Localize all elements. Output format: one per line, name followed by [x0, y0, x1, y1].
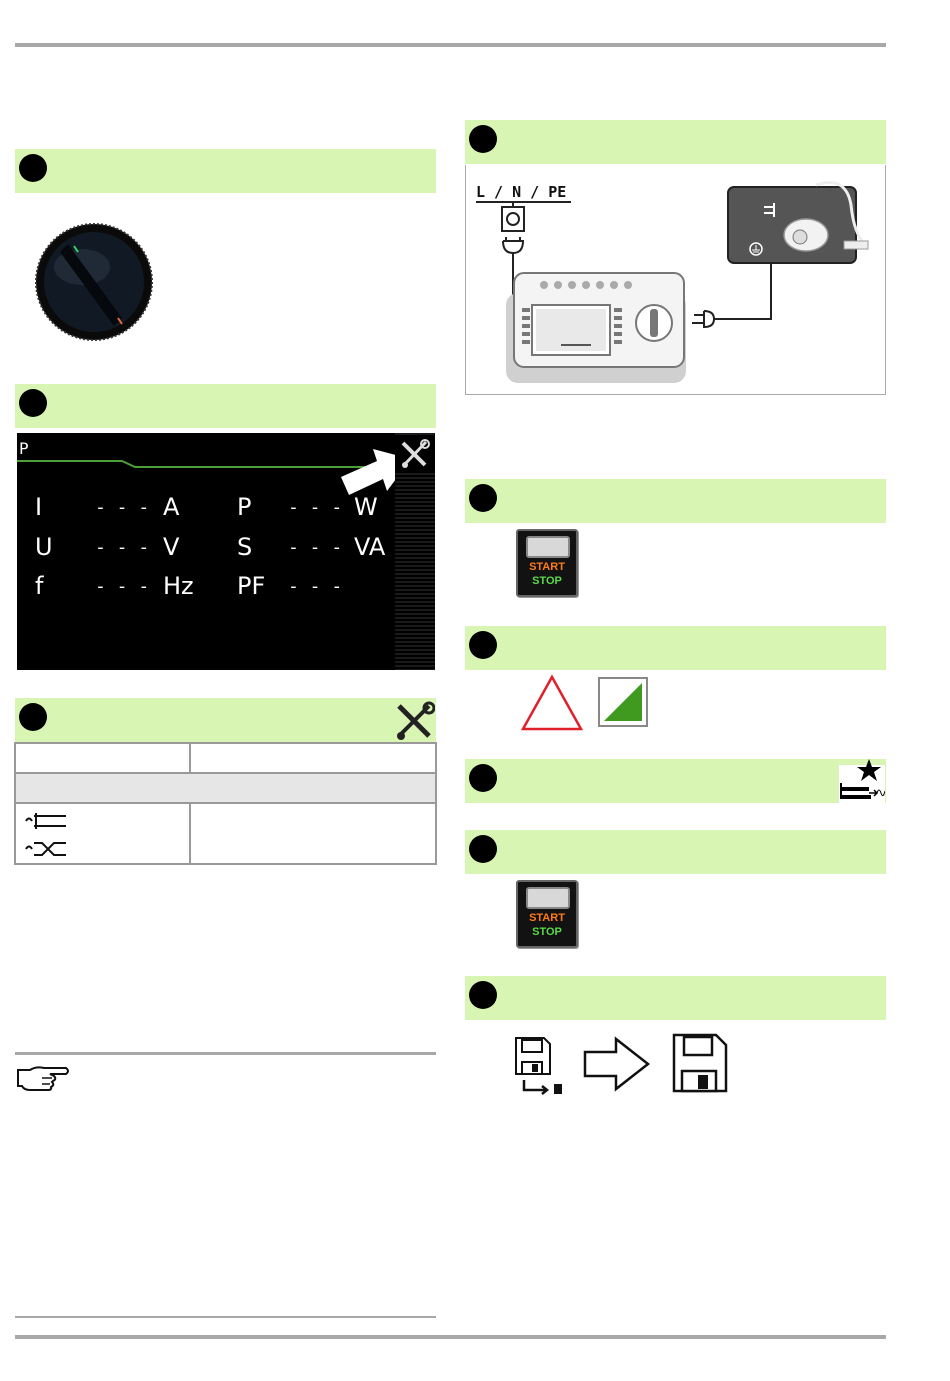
quantity-symbol: PF [237, 572, 266, 600]
quantity-symbol: S [237, 533, 253, 561]
measured-value: - - - [288, 576, 343, 597]
unit-label: VA [354, 533, 386, 561]
unit-label: A [163, 493, 180, 521]
green-wedge-icon [600, 679, 646, 725]
save-to-memory-icon[interactable] [514, 1036, 566, 1096]
quantity-symbol: f [35, 572, 44, 600]
arrow-right-icon [582, 1036, 652, 1092]
measured-value: - - - [288, 537, 343, 558]
step-header-store [465, 976, 886, 1020]
step-header-setup [15, 698, 436, 742]
quantity-symbol: P [237, 493, 252, 521]
step-marker [19, 154, 47, 182]
parameter-table [14, 742, 437, 865]
top-rule [15, 43, 886, 47]
start-stop-button[interactable] [516, 880, 578, 948]
stop-label: STOP [532, 926, 562, 938]
table-body-divider [189, 804, 191, 863]
step-marker [19, 389, 47, 417]
quantity-symbol: U [35, 533, 53, 561]
wrench-screwdriver-icon [393, 700, 435, 742]
step-header-result [465, 626, 886, 670]
wrench-screwdriver-icon [399, 439, 431, 469]
measured-value: - - - [95, 576, 150, 597]
button-indicator-lamp [526, 536, 570, 558]
measured-value: - - - [288, 497, 343, 518]
quantity-symbol: I [35, 493, 43, 521]
step-marker [469, 981, 497, 1009]
table-header-row [16, 744, 435, 774]
step-marker [469, 764, 497, 792]
step-marker [469, 484, 497, 512]
start-stop-button[interactable] [516, 529, 578, 597]
cable-icon [24, 810, 68, 832]
pass-indicator-icon [598, 677, 648, 727]
graph-label: P [19, 439, 29, 458]
left-column-end-rule [15, 1316, 436, 1318]
step-marker [469, 631, 497, 659]
unit-label: V [163, 533, 180, 561]
supply-label: L / N / PE [476, 183, 567, 201]
stop-label: STOP [532, 575, 562, 587]
store-value-icon [839, 759, 885, 803]
table-section-row [16, 774, 435, 804]
pointing-hand-icon [16, 1064, 70, 1092]
bottom-rule [15, 1335, 886, 1339]
unit-label: Hz [163, 572, 194, 600]
button-indicator-lamp [526, 887, 570, 909]
measured-value: - - - [95, 497, 150, 518]
step-header-save [465, 759, 886, 803]
measured-value: - - - [95, 537, 150, 558]
measurement-display [17, 433, 435, 670]
floppy-disk-icon[interactable] [672, 1033, 728, 1093]
step-header-rotary-switch [15, 149, 436, 193]
step-header-start [465, 479, 886, 523]
warning-triangle-icon [520, 674, 584, 732]
note-rule [15, 1052, 436, 1055]
step-marker [469, 835, 497, 863]
table-header-divider [189, 744, 191, 772]
step-header-start-again [465, 830, 886, 874]
connection-diagram [465, 165, 886, 395]
step-marker [469, 125, 497, 153]
unit-label: W [354, 493, 378, 521]
softkey-sidebar [395, 433, 435, 670]
step-header-connection [465, 120, 886, 164]
connection-drawing [466, 165, 886, 395]
crossed-cable-icon [24, 838, 68, 860]
start-label: START [529, 912, 565, 924]
rotary-switch-knob-image [34, 222, 154, 342]
step-header-measurement-screen [15, 384, 436, 428]
start-label: START [529, 561, 565, 573]
step-marker [19, 703, 47, 731]
setup-softkey[interactable] [395, 435, 435, 471]
